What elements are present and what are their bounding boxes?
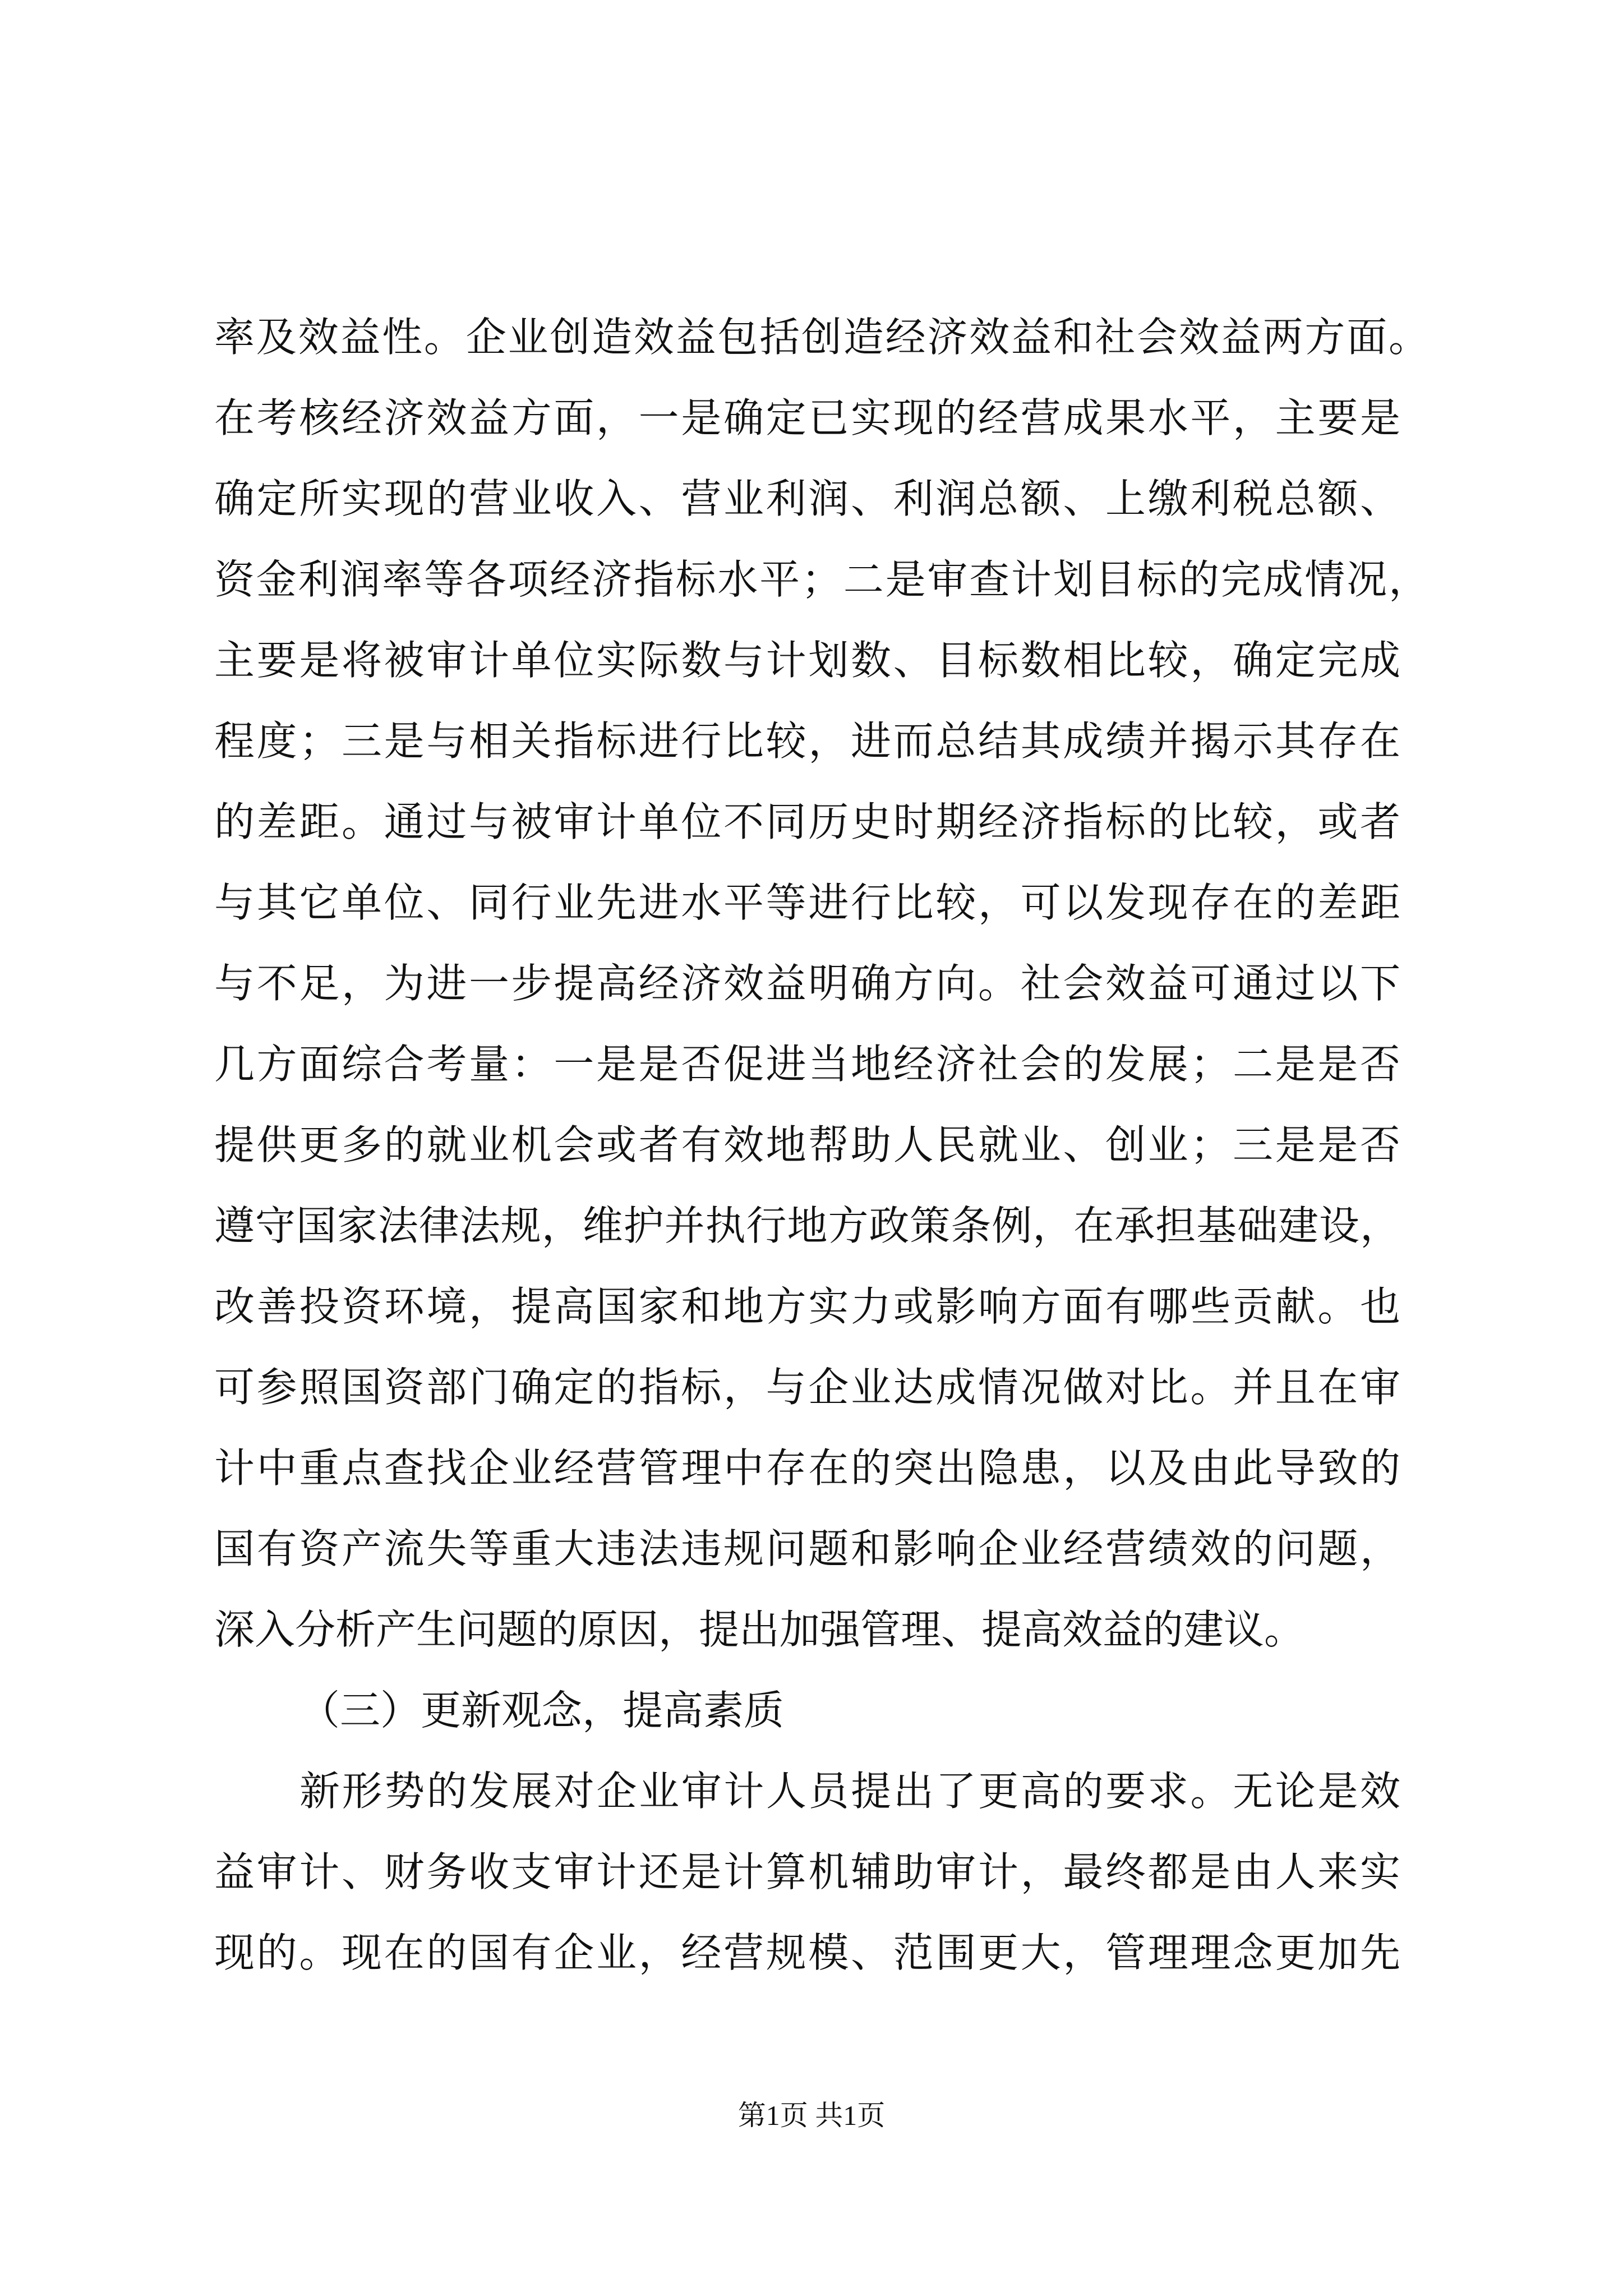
text-line: 主要是将被审计单位实际数与计划数、目标数相比较，确定完成 — [214, 637, 1400, 684]
text-line: 程度；三是与相关指标进行比较，进而总结其成绩并揭示其存在 — [214, 717, 1400, 765]
text-line: 可参照国资部门确定的指标，与企业达成情况做对比。并且在审 — [214, 1364, 1400, 1411]
text-line: 国有资产流失等重大违法违规问题和影响企业经营绩效的问题， — [214, 1525, 1400, 1572]
text-line: 确定所实现的营业收入、营业利润、利润总额、上缴利税总额、 — [214, 475, 1400, 522]
section-heading: （三）更新观念，提高素质 — [299, 1687, 785, 1734]
text-line: 与其它单位、同行业先进水平等进行比较，可以发现存在的差距 — [214, 879, 1400, 926]
text-line: 遵守国家法律法规，维护并执行地方政策条例，在承担基础建设， — [214, 1202, 1400, 1249]
text-line: 深入分析产生问题的原因，提出加强管理、提高效益的建议。 — [214, 1606, 1305, 1653]
text-line: 现的。现在的国有企业，经营规模、范围更大，管理理念更加先 — [214, 1929, 1400, 1976]
text-line: 益审计、财务收支审计还是计算机辅助审计，最终都是由人来实 — [214, 1848, 1400, 1895]
document-body — [214, 297, 1429, 1993]
text-line: 率及效益性。企业创造效益包括创造经济效益和社会效益两方面。 — [214, 314, 1429, 361]
text-line: 计中重点查找企业经营管理中存在的突出隐患，以及由此导致的 — [214, 1444, 1400, 1492]
text-line: 的差距。通过与被审计单位不同历史时期经济指标的比较，或者 — [214, 798, 1400, 845]
text-line: 与不足，为进一步提高经济效益明确方向。社会效益可通过以下 — [214, 960, 1400, 1007]
text-line: 新形势的发展对企业审计人员提出了更高的要求。无论是效 — [299, 1768, 1400, 1815]
text-line: 改善投资环境，提高国家和地方实力或影响方面有哪些贡献。也 — [214, 1283, 1400, 1330]
text-line: 几方面综合考量：一是是否促进当地经济社会的发展；二是是否 — [214, 1041, 1400, 1088]
page-number-footer: 第1页 共1页 — [737, 2100, 886, 2131]
text-line: 资金利润率等各项经济指标水平；二是审查计划目标的完成情况， — [214, 556, 1429, 603]
text-line: 在考核经济效益方面，一是确定已实现的经营成果水平，主要是 — [214, 394, 1400, 441]
text-line: 提供更多的就业机会或者有效地帮助人民就业、创业；三是是否 — [214, 1121, 1400, 1168]
